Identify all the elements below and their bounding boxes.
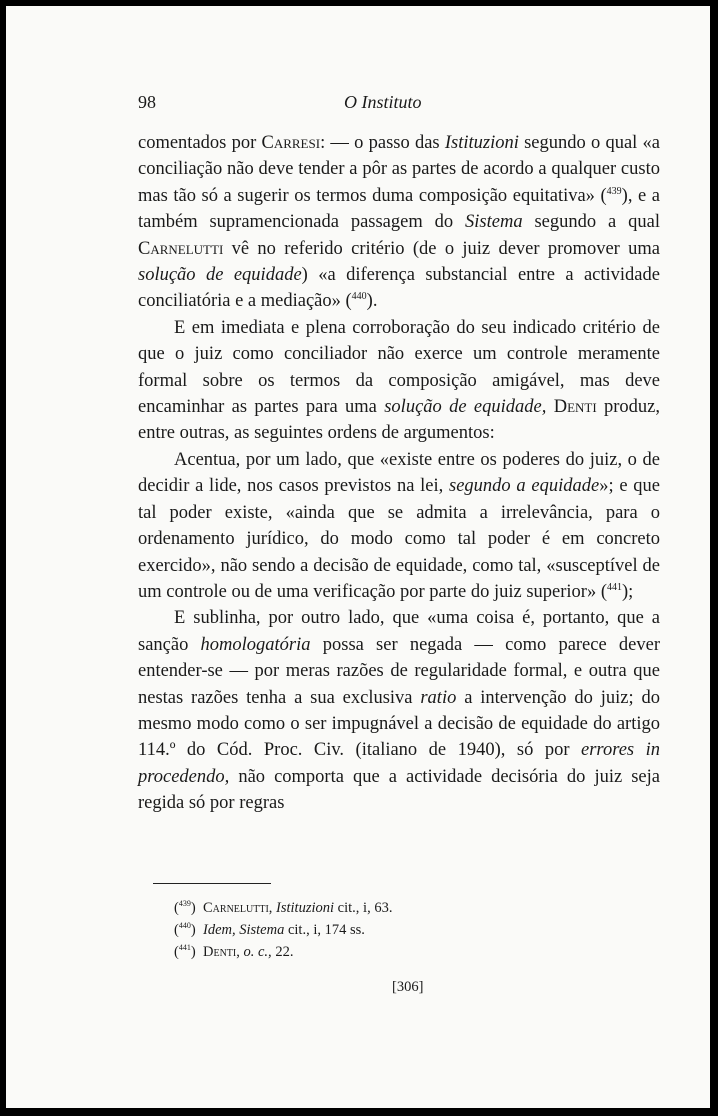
footnote-citation: cit., i, 63. <box>334 900 393 916</box>
footnote-author: Denti <box>203 944 237 960</box>
footnote-number: ($^{439}$) <box>174 899 196 916</box>
text-run: ); <box>622 581 634 602</box>
footnote-ref: 441 <box>607 581 623 593</box>
emphasis: solução de equidade, <box>384 397 547 418</box>
emphasis: ratio <box>420 687 457 708</box>
footnote-work: Istituzioni <box>276 900 335 916</box>
paragraph-3 <box>138 447 660 605</box>
text-run: comentados por <box>138 133 262 153</box>
body-text <box>138 130 660 817</box>
text-run: E sublinha, por outro lado, que «uma coisa é, portanto, que a sanção <box>138 608 660 655</box>
footnote-number: ($^{441}$) <box>174 943 196 960</box>
footnote-separator: , <box>236 944 244 960</box>
author-name: Carresi <box>261 133 321 153</box>
text-run: possa ser negada — como parece dever entender-se — por meras razões de regularidade formal, e outra que nestas razões tenha a sua exclusiva <box>138 634 660 708</box>
paragraph-1 <box>138 130 660 315</box>
footnote-citation: cit., i, 174 ss. <box>284 922 365 938</box>
emphasis: segundo a equidade <box>449 476 600 497</box>
page-number: 98 <box>138 92 156 112</box>
text-run: : — o passo das <box>320 133 445 153</box>
work-title: Sistema <box>465 212 523 233</box>
footnote-divider <box>153 883 271 884</box>
footnote-work: Idem, Sistema <box>203 922 285 938</box>
text-run: segundo a qual <box>522 212 660 233</box>
footnote-440 <box>174 919 654 941</box>
signature-mark: [306] <box>392 979 424 995</box>
text-run: E em imediata e plena corroboração do seu indicado critério de que o juiz como conciliador não exerce um controle meramente formal sobre os termos da composição amigável, mas deve encaminhar as partes para uma <box>138 317 660 418</box>
footnote-work: o. c., <box>243 944 272 960</box>
page-header <box>138 92 660 118</box>
text-run: segundo o qual «a conciliação não deve tender a pôr as partes de acordo a qualquer custo mas tão só a sugerir os termos duma composição equitativa» ( <box>138 133 660 206</box>
footnote-number-value: 441 <box>178 943 191 953</box>
text-run <box>546 397 553 417</box>
text-run: vê no referido critério (de o juiz dever promover uma <box>223 238 660 259</box>
footnote-439 <box>174 897 654 919</box>
footnote-ref: 439 <box>606 185 622 197</box>
footnote-number: ($^{440}$) <box>174 921 196 938</box>
running-title: O Instituto <box>344 92 422 112</box>
footnote-number-value: 439 <box>178 899 191 909</box>
emphasis: homologatória <box>200 634 311 655</box>
author-name: Denti <box>553 397 597 418</box>
text-run: ), e a também supramencionada passagem do <box>138 185 660 233</box>
document-page <box>6 6 710 1108</box>
paragraph-2 <box>138 315 660 447</box>
text-run: não comporta que a actividade decisória do juiz seja regida só por regras <box>138 766 660 814</box>
footnote-author: Carnelutti <box>203 900 269 916</box>
footnote-citation: 22. <box>271 944 294 960</box>
footnote-ref: 440 <box>351 291 367 303</box>
author-name: Carnelutti <box>138 238 224 259</box>
footnote-441 <box>174 941 654 963</box>
footnotes <box>174 897 654 963</box>
text-run: Acentua, por um lado, que «existe entre os poderes do juiz, o de decidir a lide, nos casos previstos na lei, <box>138 449 660 497</box>
paragraph-4 <box>138 605 660 816</box>
text-run: »; e que tal poder existe, «ainda que se admita a irrelevância, para o ordenamento jurídico, do modo como tal poder é em concreto exercido», não sendo a decisão de equidade, como tal, «susceptível de um controle ou de uma verificação por parte do juiz superior» ( <box>138 476 660 602</box>
emphasis: solução de equidade <box>138 265 302 286</box>
footnote-separator: , <box>268 900 277 916</box>
emphasis: errores in procedendo, <box>138 740 660 787</box>
text-run: produz, entre outras, as seguintes ordens de argumentos: <box>138 397 661 444</box>
text-run: a intervenção do juiz; do mesmo modo como o ser impugnável a decisão de equidade do artigo 114.º do Cód. Proc. Civ. (italiano de 1940), só por <box>138 687 660 761</box>
text-run: ). <box>366 291 378 312</box>
text-run: ) «a diferença substancial entre a actividade conciliatória e a mediação» ( <box>138 265 660 312</box>
footnote-number-value: 440 <box>178 921 191 931</box>
work-title: Istituzioni <box>444 133 519 153</box>
